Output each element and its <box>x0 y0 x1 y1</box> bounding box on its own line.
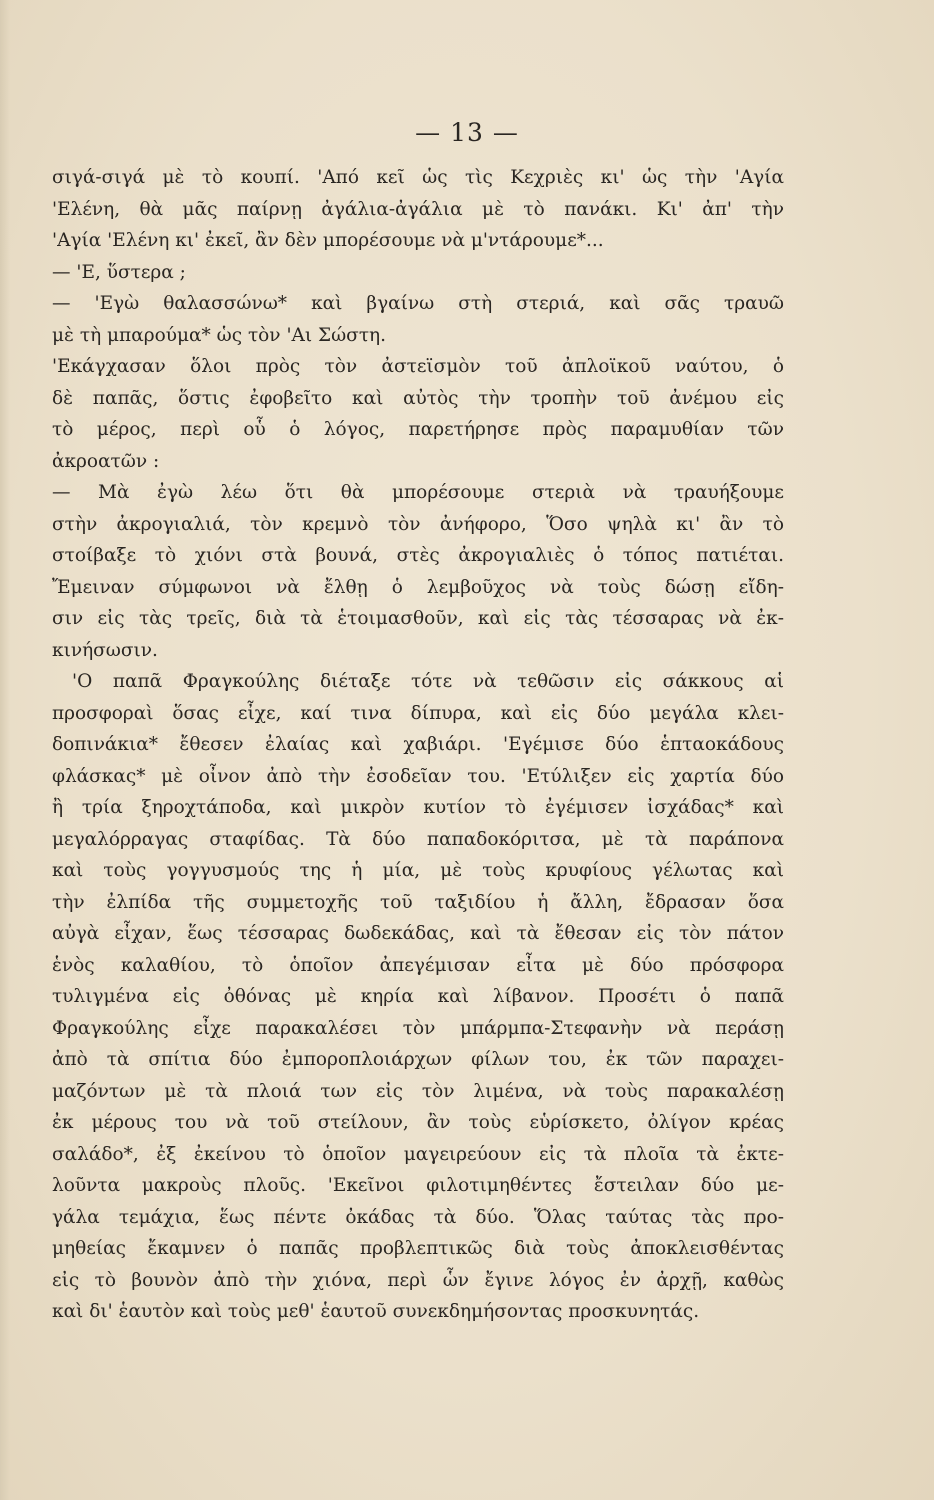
text-line: Φραγκούλης εἶχε παρακαλέσει τὸν μπάρμπα-Στεφανὴν νὰ περάσῃ <box>52 1017 784 1039</box>
text-line: 'Εκάγχασαν ὅλοι πρὸς τὸν ἀστεϊσμὸν τοῦ ἀπλοϊκοῦ ναύτου, ὁ <box>52 356 784 377</box>
text-line: μηθείας ἔκαμνεν ὁ παπᾶς προβλεπτικῶς διὰ τοὺς ἀποκλεισθέντας <box>52 1238 784 1259</box>
text-line: καὶ δι' ἑαυτὸν καὶ τοὺς μεθ' ἑαυτοῦ συνεκδημήσοντας προσκυνητάς. <box>52 1301 700 1322</box>
text-line: — Μὰ ἐγὼ λέω ὅτι θὰ μπορέσουμε στεριὰ νὰ τραυήξουμε <box>52 482 784 503</box>
text-line: σαλάδο*, ἐξ ἐκείνου τὸ ὁποῖον μαγειρεύουν εἰς τὰ πλοῖα τὰ ἐκτε- <box>52 1143 784 1165</box>
text-line: 'Αγία 'Ελένη κι' ἐκεῖ, ἂν δὲν μπορέσουμε νὰ μ'ντάρουμε*... <box>52 230 604 251</box>
text-line: μεγαλόρραγας σταφίδας. Τὰ δύο παπαδοκόριτσα, μὲ τὰ παράπονα <box>52 828 784 850</box>
text-line: τυλιγμένα εἰς ὀθόνας μὲ κηρία καὶ λίβανον. Προσέτι ὁ παπᾶ <box>52 986 784 1007</box>
text-line: ἐκ μέρους του νὰ τοῦ στείλουν, ἂν τοὺς εὑρίσκετο, ὀλίγον κρέας <box>52 1112 784 1133</box>
text-line: τὴν ἐλπίδα τῆς συμμετοχῆς τοῦ ταξιδίου ἡ ἄλλη, ἔδρασαν ὅσα <box>52 891 784 913</box>
text-line: ἢ τρία ξηροχτάποδα, καὶ μικρὸν κυτίον τὸ ἐγέμισεν ἰσχάδας* καὶ <box>52 797 784 818</box>
text-line: αὐγὰ εἶχαν, ἕως τέσσαρας δωδεκάδας, καὶ τὰ ἔθεσαν εἰς τὸν πάτον <box>52 923 784 944</box>
text-line: — 'Ε, ὕστερα ; <box>52 261 186 283</box>
text-line: δοπινάκια* ἔθεσεν ἐλαίας καὶ χαβιάρι. 'Εγέμισε δύο ἑπταοκάδους <box>52 734 784 755</box>
text-line: ἀκροατῶν : <box>52 450 160 472</box>
text-line: γάλα τεμάχια, ἕως πέντε ὀκάδας τὰ δύο. Ὅλας ταύτας τὰς προ- <box>52 1206 784 1228</box>
text-line: στοίβαξε τὸ χιόνι στὰ βουνά, στὲς ἀκρογιαλιὲς ὁ τόπος πατιέται. <box>52 545 784 566</box>
page-edge-shadow <box>0 0 10 1500</box>
text-line: λοῦντα μακροὺς πλοῦς. 'Εκεῖνοι φιλοτιμηθέντες ἔστειλαν δύο με- <box>52 1175 784 1196</box>
text-line: εἰς τὸ βουνὸν ἀπὸ τὴν χιόνα, περὶ ὧν ἔγινε λόγος ἐν ἀρχῇ, καθὼς <box>52 1269 784 1291</box>
text-line: Ἔμειναν σύμφωνοι νὰ ἔλθῃ ὁ λεμβοῦχος νὰ τοὺς δώσῃ εἴδη- <box>52 576 784 598</box>
text-line: στὴν ἀκρογιαλιά, τὸν κρεμνὸ τὸν ἀνήφορο, Ὅσο ψηλὰ κι' ἂν τὸ <box>52 513 784 535</box>
text-line: κινήσωσιν. <box>52 639 158 661</box>
text-line: ἑνὸς καλαθίου, τὸ ὁποῖον ἀπεγέμισαν εἶτα μὲ δύο πρόσφορα <box>52 954 784 976</box>
text-line: προσφοραὶ ὅσας εἶχε, καί τινα δίπυρα, καὶ εἰς δύο μεγάλα κλει- <box>52 702 784 724</box>
text-line: φλάσκας* μὲ οἶνον ἀπὸ τὴν ἐσοδεῖαν του. 'Ετύλιξεν εἰς χαρτία δύο <box>52 765 784 787</box>
text-line: 'Ο παπᾶ Φραγκούλης διέταξε τότε νὰ τεθῶσιν εἰς σάκκους αἱ <box>72 671 784 692</box>
page-number: — 13 — <box>415 118 519 147</box>
text-line: ἀπὸ τὰ σπίτια δύο ἐμποροπλοιάρχων φίλων του, ἐκ τῶν παραχει- <box>52 1049 784 1070</box>
text-line: τὸ μέρος, περὶ οὗ ὁ λόγος, παρετήρησε πρὸς παραμυθίαν τῶν <box>52 419 784 440</box>
text-line: καὶ τοὺς γογγυσμούς της ἡ μία, μὲ τοὺς κρυφίους γέλωτας καὶ <box>52 860 784 881</box>
text-line: μαζόντων μὲ τὰ πλοιά των εἰς τὸν λιμένα, νὰ τοὺς παρακαλέσῃ <box>52 1080 784 1102</box>
text-line: — 'Εγὼ θαλασσώνω* καὶ βγαίνω στὴ στεριά, καὶ σᾶς τραυῶ <box>52 293 784 314</box>
text-line: δὲ παπᾶς, ὅστις ἐφοβεῖτο καὶ αὐτὸς τὴν τροπὴν τοῦ ἀνέμου εἰς <box>52 387 784 409</box>
text-line: σιν εἰς τὰς τρεῖς, διὰ τὰ ἑτοιμασθοῦν, καὶ εἰς τὰς τέσσαρας νὰ ἐκ- <box>52 608 784 629</box>
text-line: 'Ελένη, θὰ μᾶς παίρνῃ ἀγάλια-ἀγάλια μὲ τὸ πανάκι. Κι' ἀπ' τὴν <box>52 198 784 220</box>
text-line: σιγά-σιγά μὲ τὸ κουπί. 'Από κεῖ ὡς τὶς Κεχριὲς κι' ὡς τὴν 'Αγία <box>52 167 784 188</box>
body-text <box>52 162 784 1328</box>
text-line: μὲ τὴ μπαρούμα* ὡς τὸν 'Αι Σώστη. <box>52 324 387 346</box>
